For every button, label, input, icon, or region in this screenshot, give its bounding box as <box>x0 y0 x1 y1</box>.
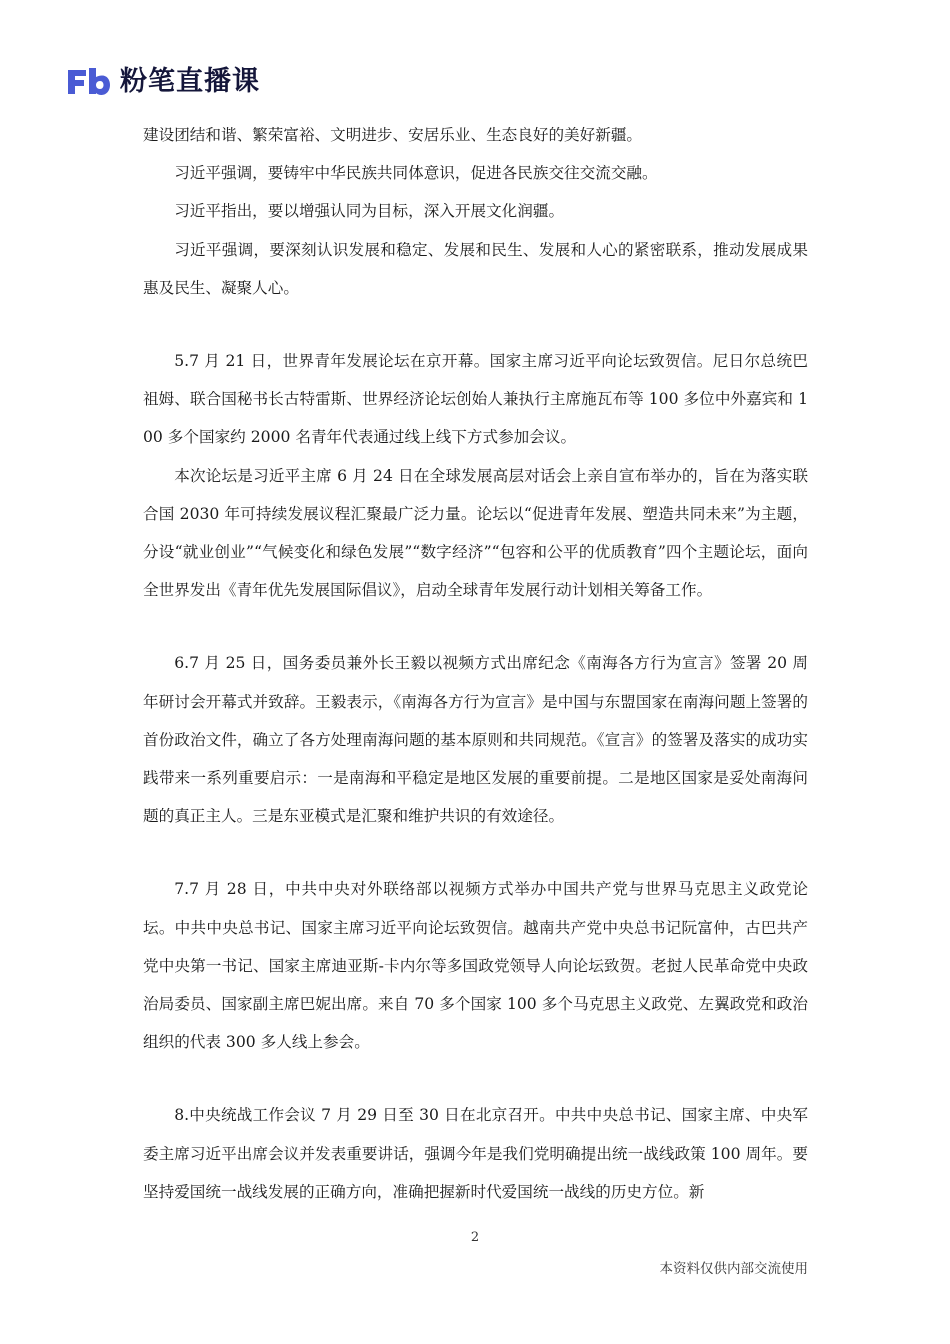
fenbi-logo-icon <box>66 66 112 98</box>
section-gap <box>143 835 808 870</box>
page-number: 2 <box>470 1230 480 1245</box>
section-gap <box>143 1061 808 1096</box>
paragraph: 7.7 月 28 日，中共中央对外联络部以视频方式举办中国共产党与世界马克思主义政党论坛。中共中央总书记、国家主席习近平向论坛致贺信。越南共产党中央总书记阮富仲，古巴共产党中央第一书记、国家主席迪亚斯-卡内尔等多国政党领导人向论坛致贺。老挝人民革命党中央政治局委员、国家副主席巴妮出席。来自 70 多个国家 100 多个马克思主义政党、左翼政党和政治组织的代表 300 多人线上参会。 <box>143 880 808 1052</box>
paragraph: 8.中央统战工作会议 7 月 29 日至 30 日在北京召开。中共中央总书记、国家主席、中央军委主席习近平出席会议并发表重要讲话，强调今年是我们党明确提出统一战线政策 100 周年。要坚持爱国统一战线发展的正确方向，准确把握新时代爱国统一战线的历史方位。新 <box>143 1106 808 1201</box>
paragraph: 建设团结和谐、繁荣富裕、文明进步、安居乐业、生态良好的美好新疆。 <box>143 126 643 144</box>
paragraph: 习近平指出，要以增强认同为目标，深入开展文化润疆。 <box>174 202 565 221</box>
paragraph: 6.7 月 25 日，国务委员兼外长王毅以视频方式出席纪念《南海各方行为宣言》签署 20 周年研讨会开幕式并致辞。王毅表示，《南海各方行为宣言》是中国与东盟国家在南海问题上签署的首份政治文件，确立了各方处理南海问题的基本原则和共同规范。《宣言》的签署及落实的成功实践带来一系列重要启示：一是南海和平稳定是地区发展的重要前提。二是地区国家是妥处南海问题的真正主人。三是东亚模式是汇聚和维护共识的有效途径。 <box>143 654 808 826</box>
header <box>66 62 260 102</box>
paragraph: 习近平强调，要铸牢中华民族共同体意识，促进各民族交往交流交融。 <box>174 164 658 183</box>
logo-text: 粉笔直播课 <box>120 66 260 97</box>
paragraph: 本次论坛是习近平主席 6 月 24 日在全球发展高层对话会上亲自宣布举办的，旨在为落实联合国 2030 年可持续发展议程汇聚最广泛力量。论坛以“促进青年发展、塑造共同未来”为主题，分设“就业创业”“气候变化和绿色发展”“数字经济”“包容和公平的优质教育”四个主题论坛，面向全世界发出《青年优先发展国际倡议》，启动全球青年发展行动计划相关筹备工作。 <box>143 466 808 600</box>
paragraph: 5.7 月 21 日，世界青年发展论坛在京开幕。国家主席习近平向论坛致贺信。尼日尔总统巴祖姆、联合国秘书长古特雷斯、世界经济论坛创始人兼执行主席施瓦布等 100 多位中外嘉宾和 100 多个国家约 2000 名青年代表通过线上线下方式参加会议。 <box>143 352 808 447</box>
section-gap <box>143 609 808 644</box>
paragraph: 习近平强调，要深刻认识发展和稳定、发展和民生、发展和人心的紧密联系，推动发展成果惠及民生、凝聚人心。 <box>143 240 808 297</box>
document-body <box>143 116 808 1211</box>
section-gap <box>143 307 808 342</box>
footer-note: 本资料仅供内部交流使用 <box>659 1261 808 1277</box>
